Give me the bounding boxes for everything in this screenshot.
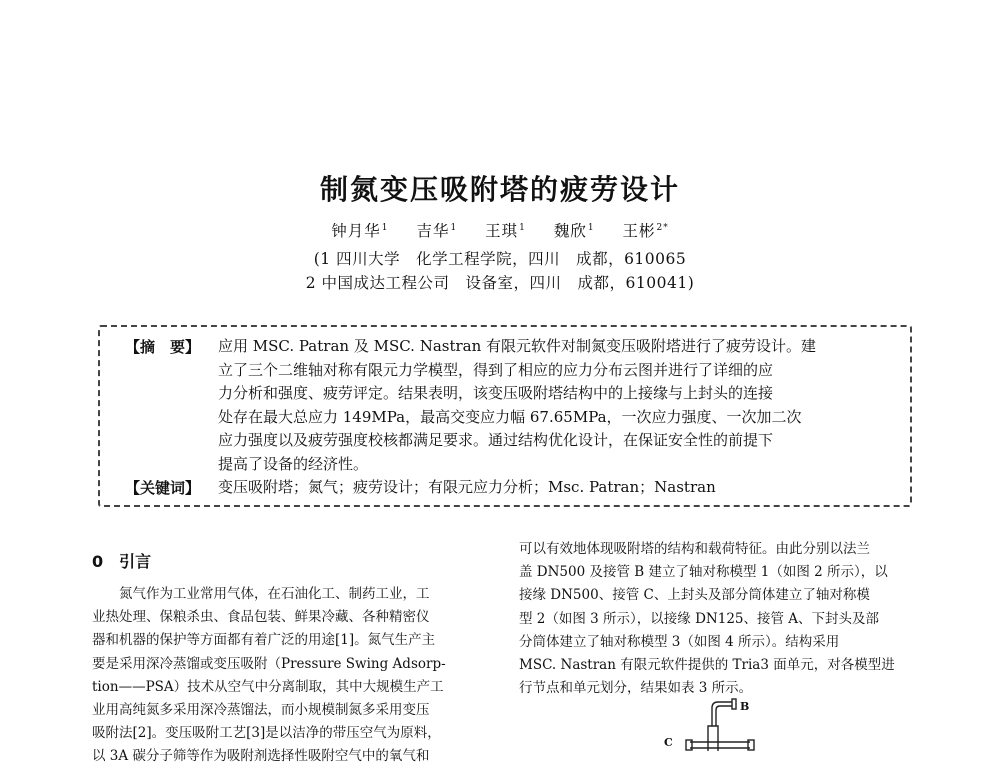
- body-line: 业用高纯氮多采用深冷蒸馏法，而小规模制氮多采用变压: [92, 702, 430, 719]
- keywords-text: 变压吸附塔；氮气；疲劳设计；有限元应力分析；Msc. Patran；Nastran: [218, 478, 716, 496]
- keywords-label: 【关键词】: [125, 479, 201, 497]
- body-line: 业热处理、保粮杀虫、食品包装、鲜果冷藏、各种精密仪: [92, 609, 430, 626]
- author: 钟月华$^1$: [331, 222, 389, 240]
- body-line: 要是采用深冷蒸馏或变压吸附（Pressure Swing Adsorp-: [92, 655, 446, 672]
- body-line: 氮气作为工业常用气体，在石油化工、制药工业，工: [119, 586, 430, 602]
- author: 王彬$^{2*}$: [622, 222, 669, 240]
- body-line: 以 3A 碳分子筛等作为吸附剂选择性吸附空气中的氧气和: [92, 748, 430, 765]
- author: 魏欣$^1$: [553, 222, 595, 240]
- section-heading: 0 引言: [92, 552, 152, 571]
- affiliation-2: 2 中国成达工程公司 设备室，四川 成都，610041): [305, 274, 695, 292]
- abstract-line: 立了三个二维轴对称有限元力学模型，得到了相应的应力分布云图并进行了详细的应: [218, 360, 774, 379]
- body-line: 型 2（如图 3 所示），以接缘 DN125、接管 A、下封头及部: [519, 610, 880, 627]
- body-line: MSC. Nastran 有限元软件提供的 Tria3 面单元，对各模型进: [519, 657, 895, 674]
- abstract-line: 处存在最大总应力 149MPa，最高交变应力幅 67.65MPa，一次应力强度、一次加二次: [218, 407, 802, 426]
- body-line: 盖 DN500 及接管 B 建立了轴对称模型 1（如图 2 所示），以: [519, 564, 888, 581]
- body-line: 接缘 DN500、接管 C、上封头及部分筒体建立了轴对称模: [519, 587, 870, 604]
- body-line: 器和机器的保护等方面都有着广泛的用途[1]。氮气生产主: [92, 632, 436, 649]
- abstract-line: 力分析和强度、疲劳评定。结果表明，该变压吸附塔结构中的上接缘与上封头的连接: [218, 384, 774, 402]
- right-column: [519, 538, 912, 700]
- body-line: tion——PSA）技术从空气中分离制取，其中大规模生产工: [92, 678, 444, 695]
- figure-label-c: C: [664, 736, 673, 749]
- affiliation-1: (1 四川大学 化学工程学院，四川 成都，610065: [313, 250, 687, 268]
- author-list: [0, 219, 1000, 241]
- abstract-line: 应用 MSC. Patran 及 MSC. Nastran 有限元软件对制氮变压吸附塔进行了疲劳设计。建: [218, 337, 817, 355]
- left-column: [92, 583, 487, 769]
- body-line: 分筒体建立了轴对称模型 3（如图 4 所示）。结构采用: [519, 633, 840, 650]
- body-line: 可以有效地体现吸附塔的结构和载荷特征。由此分别以法兰: [519, 541, 870, 557]
- paper-title: 制氮变压吸附塔的疲劳设计: [319, 173, 680, 206]
- abstract-line: 应力强度以及疲劳强度校核都满足要求。通过结构优化设计，在保证安全性的前提下: [218, 431, 774, 449]
- figure-label-b: B: [740, 700, 750, 713]
- author: 吉华$^1$: [416, 222, 458, 240]
- abstract-body: [218, 335, 888, 476]
- adsorption-tower-sketch: [660, 696, 780, 751]
- figure-diagram: [660, 696, 780, 751]
- body-line: 吸附法[2]。变压吸附工艺[3]是以洁净的带压空气为原料，: [92, 725, 441, 742]
- abstract-line: 提高了设备的经济性。: [218, 454, 369, 473]
- abstract-label: 【摘 要】: [125, 338, 201, 356]
- author: 王琪$^1$: [485, 222, 526, 240]
- body-line: 行节点和单元划分，结果如表 3 所示。: [519, 680, 753, 697]
